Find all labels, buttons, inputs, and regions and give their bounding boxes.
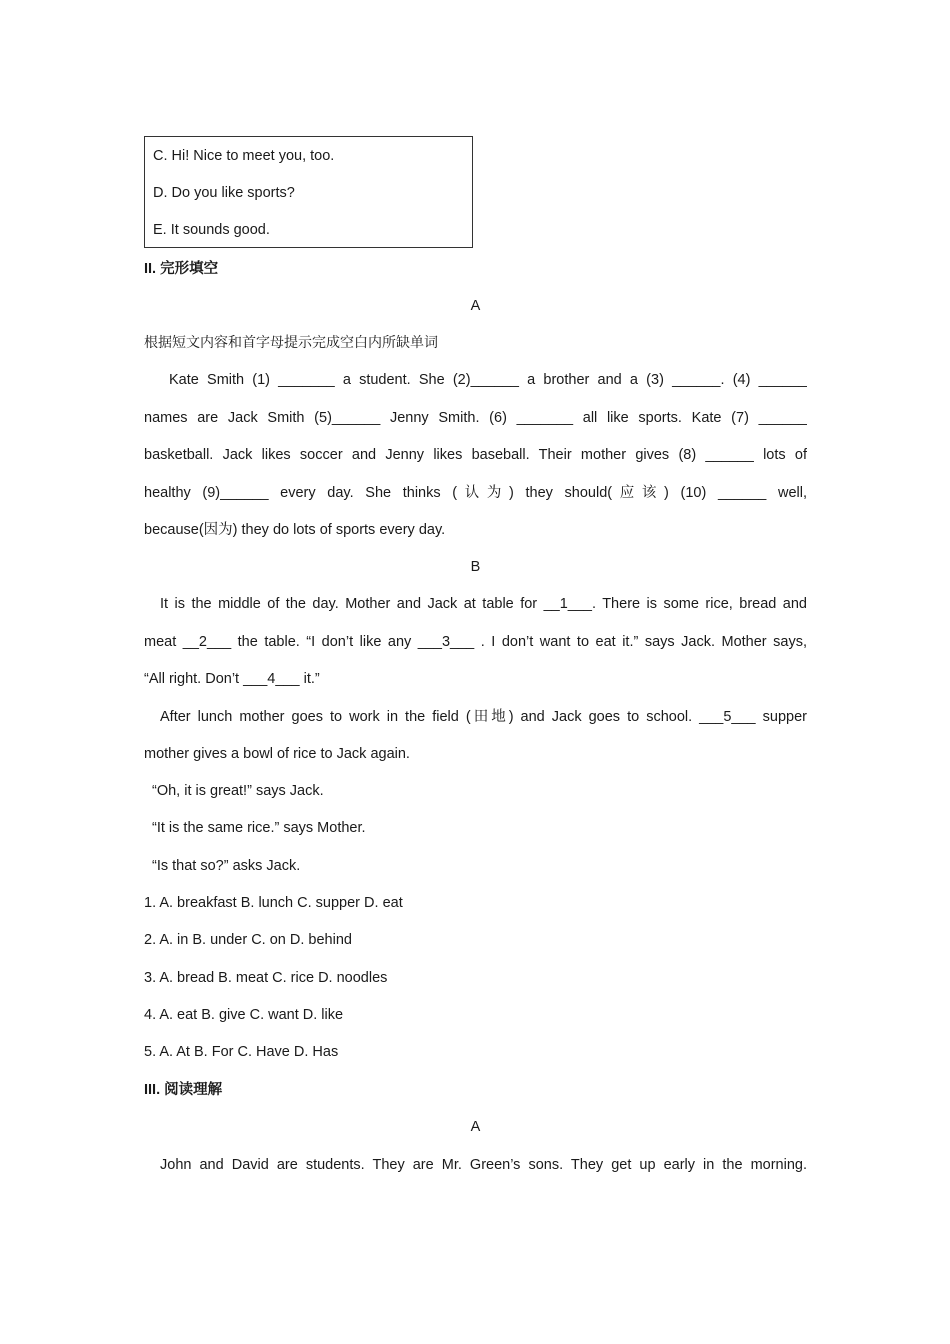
passage-b-line-3: “All right. Don’t ___4___ it.” [144,671,320,687]
choice-4: 4. A. eat B. give C. want D. like [144,1007,344,1023]
section-3-part-a-label: A [470,1119,481,1135]
option-d: D. Do you like sports? [153,185,295,201]
answer-options-box [144,136,473,248]
passage-b-line-5: mother gives a bowl of rice to Jack again. [144,746,410,762]
section-2-part-b-label: B [470,559,481,575]
passage-a-line-4: healthy (9)______ every day. She thinks (认为) they should(应该) (10) ______ well, [144,485,807,501]
passage-a-line-5: because(因为) they do lots of sports every day. [144,522,446,538]
passage-b-line-4: After lunch mother goes to work in the field (田地) and Jack goes to school. ___5___ supper [160,709,807,725]
section-2-part-a-label: A [470,298,481,314]
passage-a-line-1: Kate Smith (1) _______ a student. She (2)______ a brother and a (3) ______. (4) ______ [169,372,807,388]
passage-b-line-8: “Is that so?” asks Jack. [152,858,301,874]
passage-b-line-1: It is the middle of the day. Mother and Jack at table for __1___. There is some rice, bread and [160,596,807,612]
option-c: C. Hi! Nice to meet you, too. [153,148,335,164]
section-2-title: II. 完形填空 [144,261,219,277]
passage-b-line-7: “It is the same rice.” says Mother. [152,820,366,836]
passage-b-line-2: meat __2___ the table. “I don’t like any ___3___ . I don’t want to eat it.” says Jack. Mother says, [144,634,807,650]
passage-c-line-1: John and David are students. They are Mr. Green’s sons. They get up early in the morning. [160,1157,807,1173]
choice-5: 5. A. At B. For C. Have D. Has [144,1044,339,1060]
passage-b-line-6: “Oh, it is great!” says Jack. [152,783,324,799]
passage-a-line-2: names are Jack Smith (5)______ Jenny Smith. (6) _______ all like sports. Kate (7) ______ [144,410,807,426]
choice-2: 2. A. in B. under C. on D. behind [144,932,352,948]
option-e: E. It sounds good. [153,222,270,238]
document-page [144,0,807,1344]
choice-1: 1. A. breakfast B. lunch C. supper D. eat [144,895,403,911]
passage-a-line-3: basketball. Jack likes soccer and Jenny likes baseball. Their mother gives (8) ______ lots of [144,447,807,463]
choice-3: 3. A. bread B. meat C. rice D. noodles [144,970,388,986]
section-2-instruction: 根据短文内容和首字母提示完成空白内所缺单词 [144,335,438,351]
section-3-title: III. 阅读理解 [144,1082,223,1098]
